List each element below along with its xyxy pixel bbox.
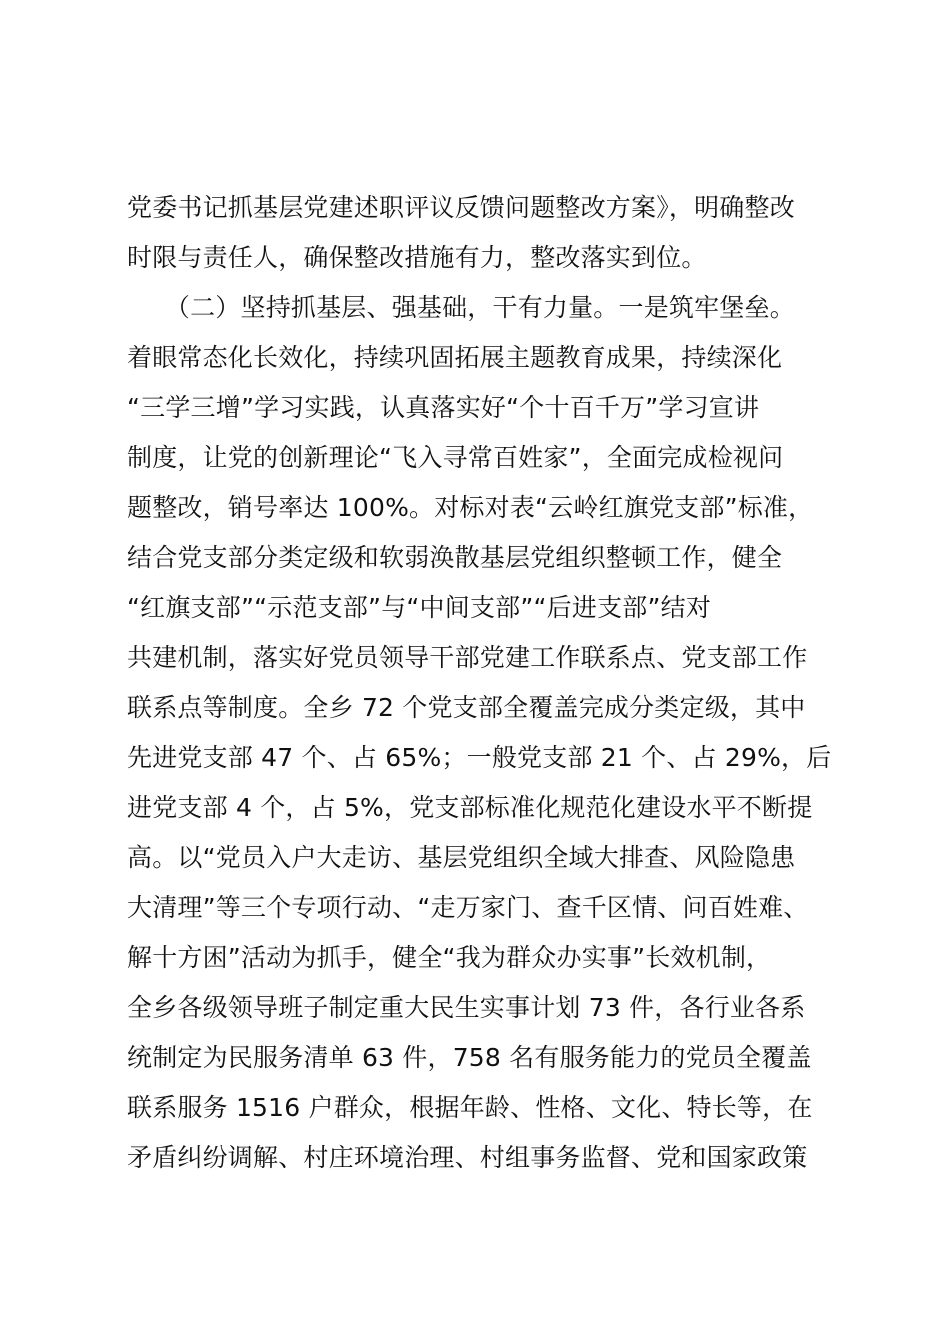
text-line: 共建机制，落实好党员领导干部党建工作联系点、党支部工作 xyxy=(127,643,808,672)
text-line: 制度，让党的创新理论“飞入寻常百姓家”，全面完成检视问 xyxy=(127,443,784,472)
text-line: 时限与责任人，确保整改措施有力，整改落实到位。 xyxy=(127,243,707,272)
text-line: 联系点等制度。全乡 72 个党支部全覆盖完成分类定级，其中 xyxy=(127,693,806,722)
text-line: 进党支部 4 个，占 5%，党支部标准化规范化建设水平不断提 xyxy=(127,793,813,822)
text-line: 大清理”等三个专项行动、“走万家门、查千区情、问百姓难、 xyxy=(127,893,809,922)
text-line: 矛盾纠纷调解、村庄环境治理、村组事务监督、党和国家政策 xyxy=(127,1143,808,1172)
body-text xyxy=(127,183,867,1183)
text-line: 高。以“党员入户大走访、基层党组织全域大排查、风险隐患 xyxy=(127,843,796,872)
text-line: 题整改，销号率达 100%。对标对表“云岭红旗党支部”标准， xyxy=(127,493,814,522)
text-line: 统制定为民服务清单 63 件，758 名有服务能力的党员全覆盖 xyxy=(127,1043,812,1072)
text-line: 解十方困”活动为抓手，健全“我为群众办实事”长效机制， xyxy=(127,943,772,972)
text-line: 先进党支部 47 个、占 65%；一般党支部 21 个、占 29%，后 xyxy=(127,743,832,772)
text-line: 结合党支部分类定级和软弱涣散基层党组织整顿工作，健全 xyxy=(127,543,783,572)
text-line: 党委书记抓基层党建述职评议反馈问题整改方案》，明确整改 xyxy=(127,193,795,222)
text-line: 全乡各级领导班子制定重大民生实事计划 73 件，各行业各系 xyxy=(127,993,806,1022)
text-line: （二）坚持抓基层、强基础，干有力量。一是筑牢堡垒。 xyxy=(127,293,795,322)
text-line: 着眼常态化长效化，持续巩固拓展主题教育成果，持续深化 xyxy=(127,343,783,372)
text-line: “红旗支部”“示范支部”与“中间支部”“后进支部”结对 xyxy=(127,593,712,622)
text-line: 联系服务 1516 户群众，根据年龄、性格、文化、特长等，在 xyxy=(127,1093,813,1122)
text-line: “三学三增”学习实践，认真落实好“个十百千万”学习宣讲 xyxy=(127,393,760,422)
